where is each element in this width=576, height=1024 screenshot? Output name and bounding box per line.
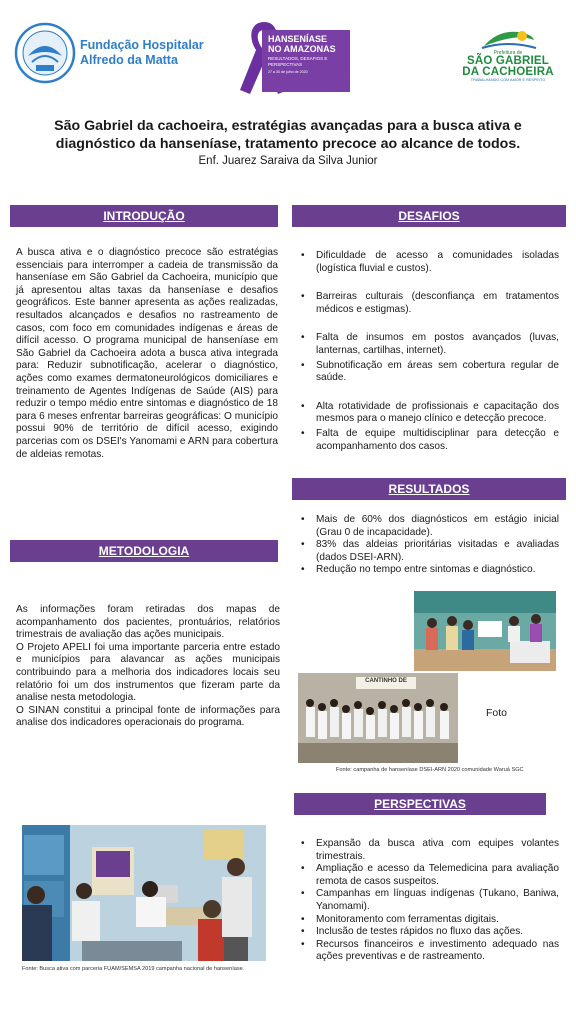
desafios-list	[301, 250, 559, 453]
event-logo	[234, 16, 350, 98]
perspectivas-item: • Ampliação e acesso da Telemedicina para avaliação remota de casos suspeitos.	[301, 863, 559, 888]
section-header-introducao: INTRODUÇÃO	[10, 205, 278, 227]
community-scene-image	[414, 591, 556, 671]
desafios-item: • Falta de insumos em postos avançados (luvas, lanternas, cartilhas, internet).	[301, 332, 559, 357]
prefeitura-slogan: TRABALHANDO COM AMOR E RESPEITO	[470, 78, 546, 82]
desafios-item: • Dificuldade de acesso a comunidades isoladas (logística fluvial e custos).	[301, 250, 559, 275]
resultados-item: • Redução no tempo entre sintomas e diagnóstico.	[301, 564, 559, 577]
introducao-text: A busca ativa e o diagnóstico precoce são estratégias essenciais para interromper a cadeia de transmissão da hanseníase em São Gabriel da Cachoeira, município que já apresentou altas taxas da hanseníase e desafios geográficos. Este banner apresenta as ações realizadas, resultados alcançados e desafios no rastreamento de casos, com foco em comunidades indígenas e áreas de difícil acesso. O programa municipal de hanseníase em São Gabriel da Cachoeira adota a busca ativa integrada para: Reduzir subnotificação, acelerar o diagnóstico, ações como exames dermatoneurológicos domiciliares e treinamento de Agentes Indígenas de Saúde (AIS) para reduzir o tempo médio entre sintomas e diagnóstico de 18 para 6 meses enfrentar barreiras geográficas: O município possui 90% de território de difícil acesso, exigindo parcerias com os DSEI's Yanomami e ARN para cobertura de aldeias remotas.	[16, 247, 278, 460]
fuam-logo	[14, 22, 210, 86]
busca-ativa-photo-caption: Fonte: Busca ativa com parceria FUAM/SEMSA 2019 campanha nacional de hanseníase.	[22, 966, 245, 972]
resultados-item: • 83% das aldeias prioritárias visitadas e avaliadas (dados DSEI-ARN).	[301, 539, 559, 564]
perspectivas-item: • Inclusão de testes rápidos no fluxo das ações.	[301, 926, 559, 939]
fuam-seal-icon	[14, 22, 76, 84]
perspectivas-item: • Recursos financeiros e investimento adequado nas ações preventivas e de rastreamento.	[301, 939, 559, 964]
prefeitura-logo	[456, 28, 560, 86]
city-name-line2: DA CACHOEIRA	[462, 66, 554, 78]
event-title-panel: HANSENÍASE NO AMAZONAS RESULTADOS, DESAFIOS E PERSPECTIVAS 27 a 30 de julho de 2020	[262, 30, 350, 92]
clinic-scene-image	[22, 825, 266, 961]
prefeitura-label: Prefeitura de	[493, 50, 523, 56]
city-name-line1: SÃO GABRIEL	[466, 55, 550, 67]
group-scene-image	[298, 673, 458, 763]
community-photo-caption: Fonte: campanha de hanseníase DSEI-ARN 2020 comunidade Waruá SGC	[336, 767, 524, 773]
desafios-item: • Subnotificação em áreas sem cobertura regular de saúde.	[301, 360, 559, 385]
group-photo	[298, 673, 458, 763]
desafios-item: • Barreiras culturais (desconfiança em tratamentos médicos e estigmas).	[301, 291, 559, 316]
group-photo-banner: CANTINHO DE	[365, 678, 407, 684]
perspectivas-list	[301, 838, 559, 964]
section-header-metodologia: METODOLOGIA	[10, 540, 278, 562]
section-header-resultados: RESULTADOS	[292, 478, 566, 500]
desafios-item: • Falta de equipe multidisciplinar para detecção e acompanhamento dos casos.	[301, 428, 559, 453]
busca-ativa-photo	[22, 825, 266, 961]
resultados-list	[301, 514, 559, 577]
section-header-desafios: DESAFIOS	[292, 205, 566, 227]
perspectivas-item: • Monitoramento com ferramentas digitais.	[301, 914, 559, 927]
poster-title: São Gabriel da cachoeira, estratégias avançadas para a busca ativa e diagnóstico da hanseníase, tratamento precoce ao alcance de todos.	[54, 118, 522, 152]
desafios-item: • Alta rotatividade de profissionais e capacitação dos mesmos para o manejo clínico e detecção precoce.	[301, 401, 559, 426]
photo-label: Foto	[486, 707, 508, 719]
section-header-perspectivas: PERSPECTIVAS	[294, 793, 546, 815]
poster-author: Enf. Juarez Saraiva da Silva Junior	[198, 155, 378, 167]
prefeitura-emblem-icon	[478, 28, 538, 50]
perspectivas-item: • Expansão da busca ativa com equipes volantes trimestrais.	[301, 838, 559, 863]
perspectivas-item: • Campanhas em línguas indígenas (Tukano, Baniwa, Yanomami).	[301, 888, 559, 913]
fuam-org-name: Fundação Hospitalar Alfredo da Matta	[80, 38, 204, 67]
community-photo	[414, 591, 556, 671]
resultados-item: • Mais de 60% dos diagnósticos em estágio inicial (Grau 0 de incapacidade).	[301, 514, 559, 539]
metodologia-text: As informações foram retiradas dos mapas de acompanhamento dos pacientes, prontuários, relatórios trimestrais de avaliação das ações municipais. O Projeto APELI foi uma importante parceria entre estado e municípios para alavancar as ações municipais contribuindo para a melhoria dos indicadores locais seu relatório foi um dos instrumentos que fizeram parte da analise nesta metodologia. O SINAN constitui a principal fonte de informações para analise dos indicadores operacionais do programa.	[16, 604, 280, 729]
